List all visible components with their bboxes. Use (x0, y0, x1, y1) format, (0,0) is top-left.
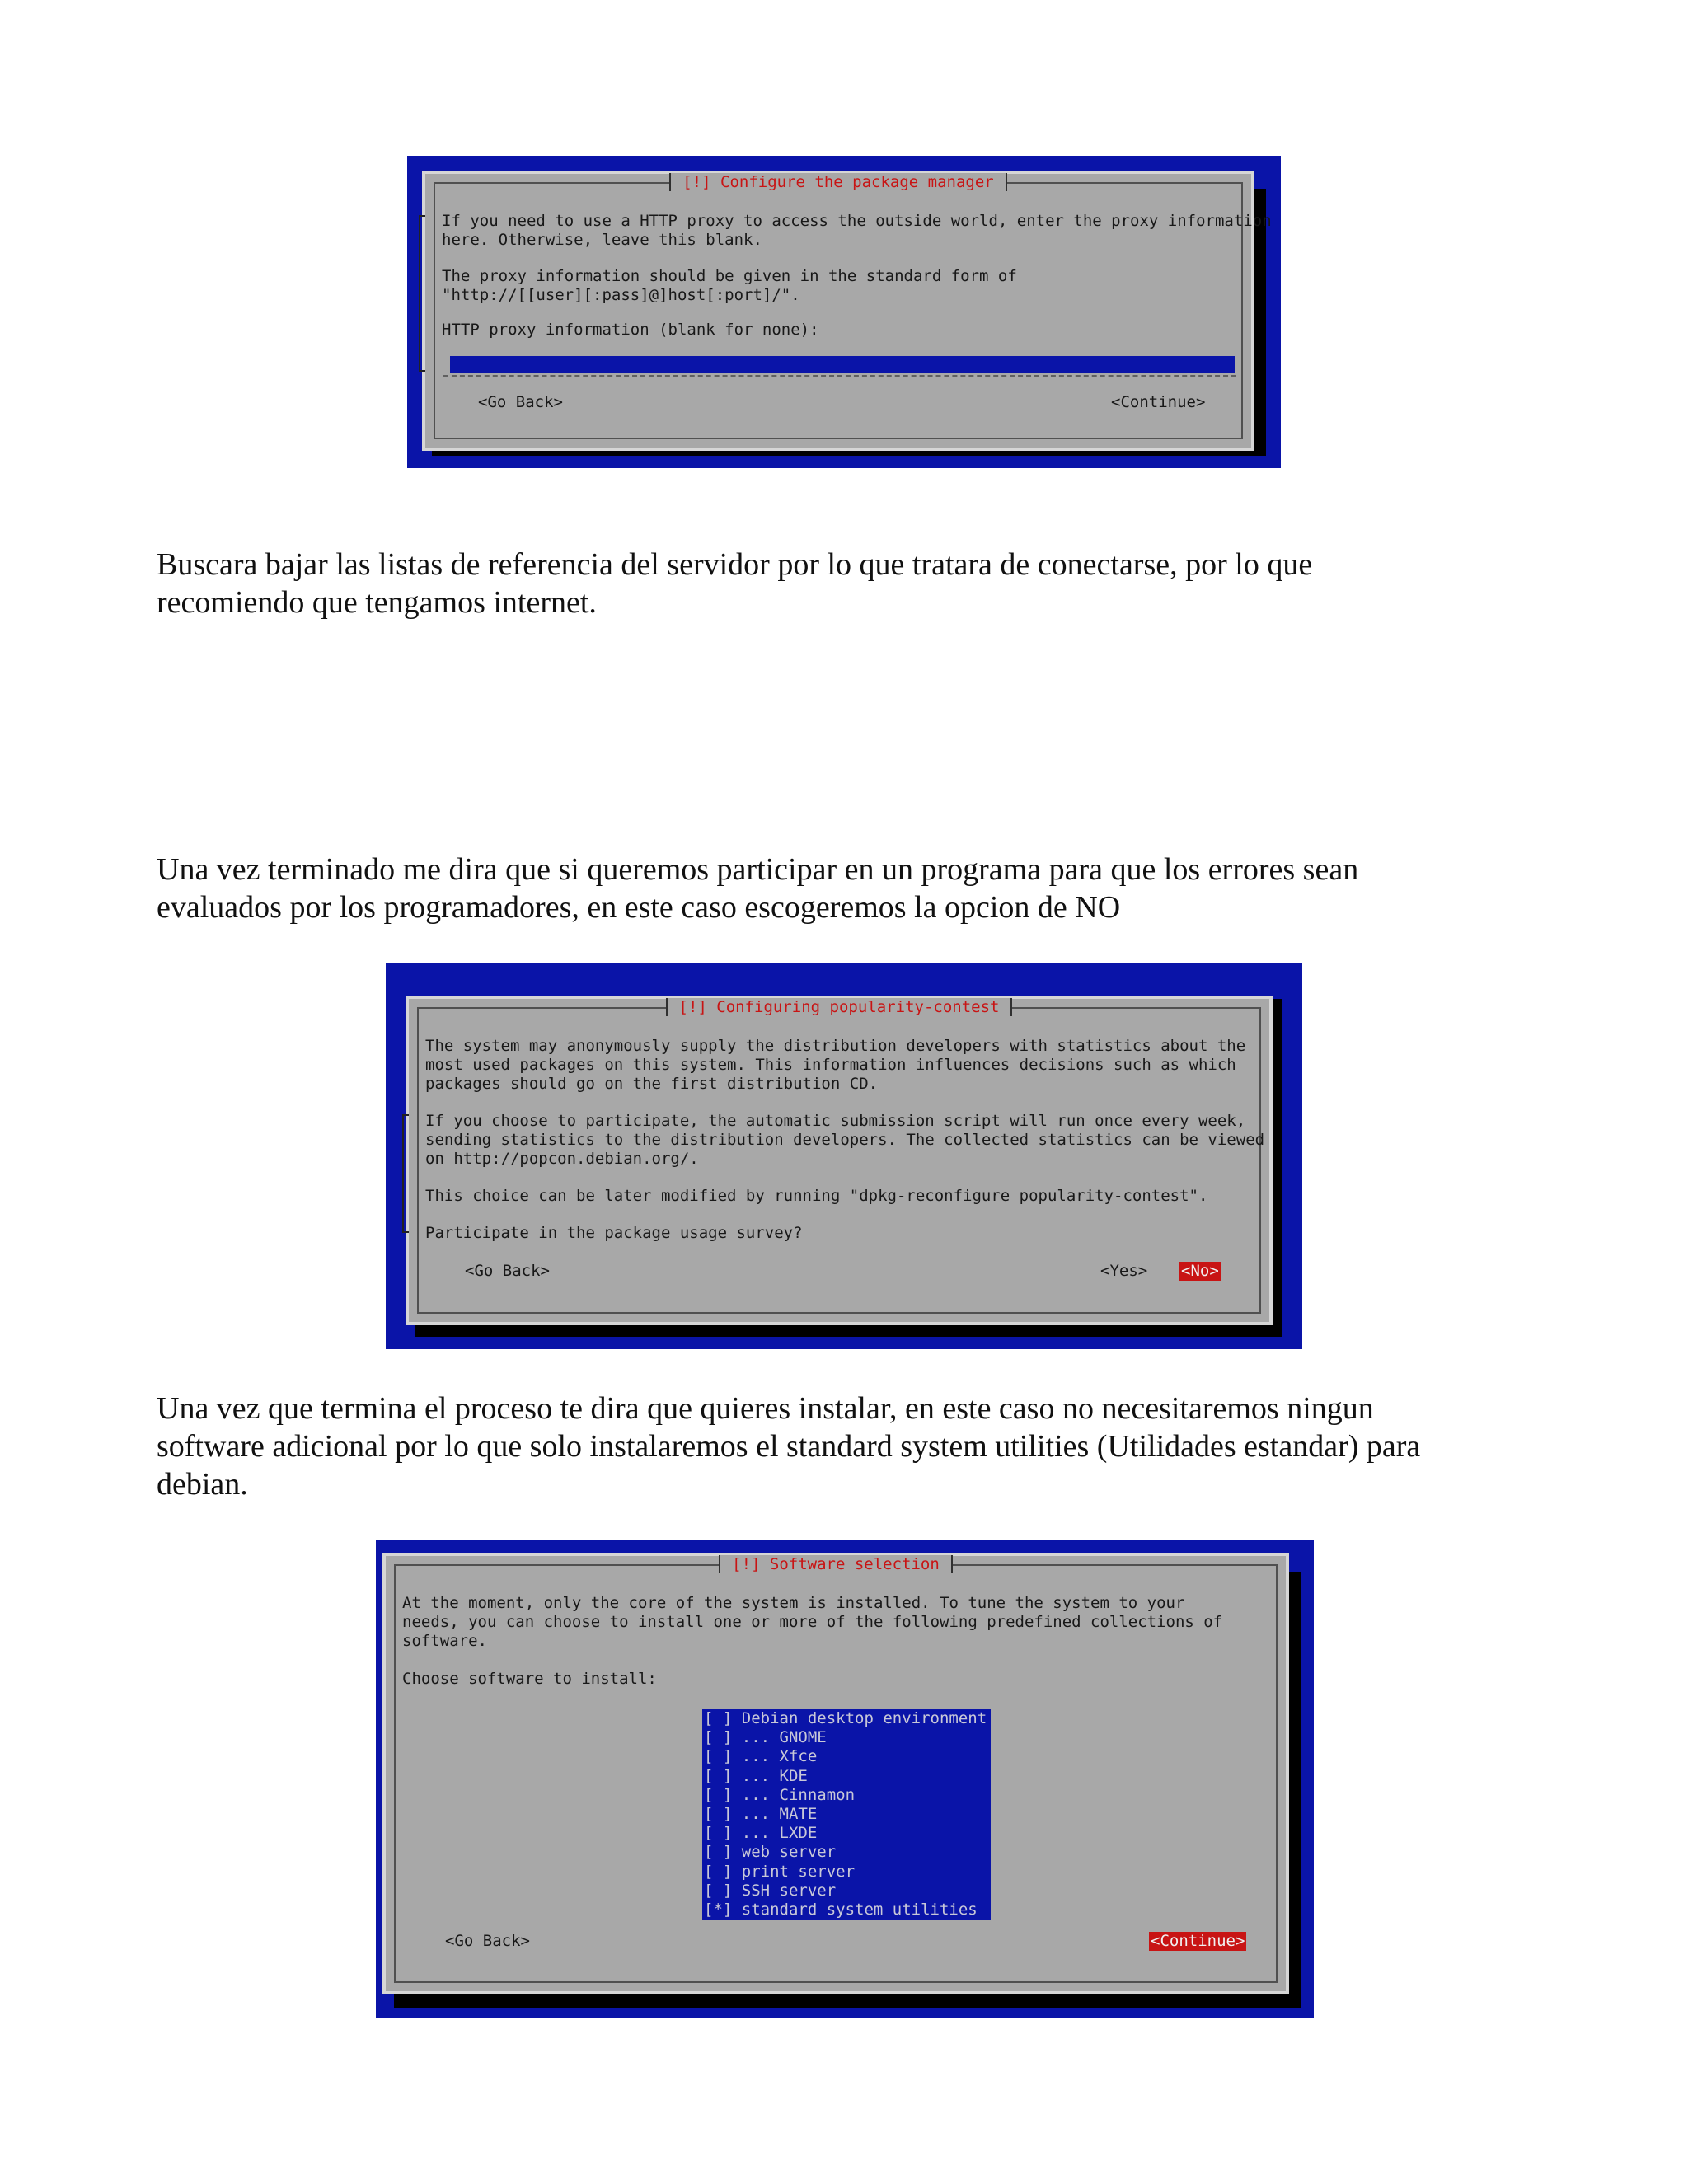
paragraph-line: Una vez terminado me dira que si queremos participar en un programa para que los errores sean (157, 852, 1359, 887)
continue-button[interactable]: <Continue> (1151, 1932, 1245, 1950)
proxy-line-2: here. Otherwise, leave this blank. (442, 231, 762, 249)
popcon-line-5: sending statistics to the distribution developers. The collected statistics can be viewed (425, 1131, 1265, 1149)
software-item-print-server[interactable]: [ ] print server (704, 1862, 856, 1881)
popcon-line-7: This choice can be later modified by running "dpkg-reconfigure popularity-contest". (425, 1187, 1208, 1205)
popcon-line-2: most used packages on this system. This information influences decisions such as which (425, 1056, 1236, 1074)
proxy-input[interactable] (450, 356, 1235, 373)
software-item-kde[interactable]: [ ] ... KDE (704, 1766, 808, 1785)
dialog-title: [!] Configure the package manager (435, 171, 1241, 194)
paragraph-line: Buscara bajar las listas de referencia del servidor por lo que tratara de conectarse, por lo que (157, 547, 1313, 582)
proxy-line-1: If you need to use a HTTP proxy to access the outside world, enter the proxy information (442, 212, 1272, 230)
software-item-mate[interactable]: [ ] ... MATE (704, 1805, 818, 1824)
paragraph-line: evaluados por los programadores, en este caso escogeremos la opcion de NO (157, 890, 1121, 925)
proxy-line-3: The proxy information should be given in the standard form of (442, 267, 1017, 285)
dialog-frame (394, 1555, 1278, 1983)
yes-button[interactable]: <Yes> (1100, 1262, 1148, 1280)
proxy-input-underline (443, 375, 1236, 377)
paragraph-software-intro (157, 1390, 1558, 1503)
software-line-2: needs, you can choose to install one or more of the following predefined collections of (402, 1613, 1223, 1631)
software-line-3: software. (402, 1632, 487, 1650)
popcon-line-6: on http://popcon.debian.org/. (425, 1150, 699, 1168)
paragraph-line: software adicional por lo que solo instalaremos el standard system utilities (Utilidades estandar) para (157, 1429, 1421, 1464)
software-line-1: At the moment, only the core of the system is installed. To tune the system to your (402, 1594, 1185, 1612)
popcon-dialog (406, 996, 1273, 1325)
paragraph-popcon-intro (157, 851, 1558, 926)
paragraph-line: debian. (157, 1467, 248, 1502)
software-screenshot (376, 1540, 1314, 2018)
software-item-lxde[interactable]: [ ] ... LXDE (704, 1824, 818, 1843)
dialog-frame (434, 173, 1272, 439)
go-back-button[interactable]: <Go Back> (445, 1932, 530, 1950)
proxy-field-label: HTTP proxy information (blank for none): (442, 321, 819, 339)
popcon-line-3: packages should go on the first distribution CD. (425, 1075, 879, 1093)
no-button[interactable]: <No> (1181, 1262, 1219, 1280)
software-item-ssh-server[interactable]: [ ] SSH server (704, 1881, 837, 1900)
software-item-xfce[interactable]: [ ] ... Xfce (704, 1747, 818, 1766)
software-item-web-server[interactable]: [ ] web server (704, 1843, 837, 1862)
software-item-debian-desktop[interactable]: [ ] Debian desktop environment (704, 1709, 987, 1727)
paragraph-download-lists (157, 546, 1558, 621)
software-item-cinnamon[interactable]: [ ] ... Cinnamon (704, 1785, 856, 1804)
proxy-screenshot (407, 156, 1281, 468)
software-choose-label: Choose software to install: (402, 1670, 657, 1688)
popcon-screenshot (386, 963, 1302, 1349)
software-list[interactable] (702, 1709, 991, 1920)
popcon-line-1: The system may anonymously supply the distribution developers with statistics about the (425, 1037, 1246, 1055)
software-dialog (382, 1553, 1289, 1994)
software-item-standard-utilities[interactable]: [*] standard system utilities (704, 1900, 978, 1919)
go-back-button[interactable]: <Go Back> (465, 1262, 550, 1280)
dialog-title: [!] Software selection (396, 1553, 1276, 1576)
dialog-side-marker (419, 215, 425, 372)
dialog-frame (417, 998, 1265, 1314)
dialog-side-marker (402, 1114, 409, 1233)
go-back-button[interactable]: <Go Back> (478, 393, 563, 411)
continue-button[interactable]: <Continue> (1111, 393, 1206, 411)
popcon-question: Participate in the package usage survey? (425, 1224, 803, 1242)
dialog-title: [!] Configuring popularity-contest (419, 996, 1259, 1019)
popcon-line-4: If you choose to participate, the automatic submission script will run once every week, (425, 1112, 1246, 1130)
software-item-gnome[interactable]: [ ] ... GNOME (704, 1728, 827, 1747)
paragraph-line: recomiendo que tengamos internet. (157, 585, 597, 620)
proxy-line-4: "http://[[user][:pass]@]host[:port]/". (442, 286, 800, 304)
paragraph-line: Una vez que termina el proceso te dira que quieres instalar, en este caso no necesitaremos ningun (157, 1391, 1374, 1426)
proxy-dialog (422, 171, 1272, 451)
